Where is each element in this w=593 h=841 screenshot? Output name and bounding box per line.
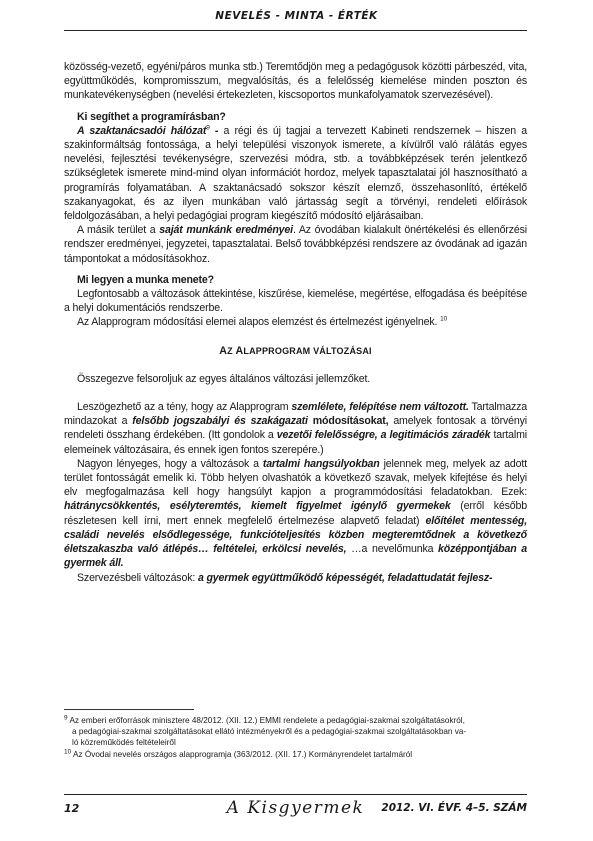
paragraph-sajat-munka: A másik terület a saját munkánk eredményei. Az óvodában kialakult önértékelési és ellenőrzési rendszer eredményei, jegyzetei, tapasztalatai. Belső továbbképzési rendszere az óvodának ad igazán támpontokat a módosításokhoz.: [64, 224, 528, 265]
heading-munka-menete: Mi legyen a munka menete?: [77, 273, 214, 286]
page-number: 12: [64, 802, 80, 815]
footnotes: [64, 715, 527, 760]
footnote-rule: [64, 709, 194, 710]
intro-paragraph: közösség-vezető, egyéni/páros munka stb.) Teremtődjön meg a pedagógusok közötti párbeszéd, vita, együttműködés, kompromisszum, megvalósítás, és a felelősség kiemelése minden poszton és munkatevékenységben (nevelési értekezleten, kiscsoportos munkafolyamatok szervezésével).: [64, 61, 527, 102]
article-body: [64, 60, 527, 585]
header-rule: [64, 30, 527, 31]
paragraph-szervezesbeli: Szervezésbeli változások: a gyermek együttműködő képességét, feladattudatát fejlesz-: [77, 571, 493, 584]
paragraph-tartalmi-hangsulyok: Nagyon lényeges, hogy a változások a tartalmi hangsúlyokban jelennek meg, melyek az adott terület fontosságát emelik ki. Több helyen olvashatók a következő szavak, melyek kifejtése és helyi elv megfogalmazása kell hogy hangsúlyt kapjon a programmódosítási feladatokban. Ezek: hátránycsökkentés, esélyteremtés, kiemelt figyelmet igénylő gyermekek (erről később részletesen kell írni, mert ennek megfelelő értelmezése alapvető feladat) előítélet mentesség, családi nevelés elsődlegessége, funkcióteljesítés közben megteremtődnek a következő életszakaszba való átlépés… feltételei, erkölcsi nevelés, …a nevelőmunka középpontjában a gyermek áll.: [64, 457, 527, 570]
paragraph-leszogezheto: Leszögezhető az a tény, hogy az Alapprogram szemlélete, felépítése nem változott. Tartalmazza mindazokat a felsőbb jogszabályi és szakágazati módosításokat, amelyek fontosak a törvényi rendeleti összhang érdekében. (Itt gondolok a vezetői felelősségre, a legitimációs záradék tartalmi elemeinek változásaira, és ennek igen fontos szerepére.): [64, 401, 527, 456]
footnote-9-line2: a pedagógiai-szakmai szolgáltatásokat ellátó intézményekről és a pedagógiai-szakmai szolgáltatásokban va-: [72, 727, 467, 737]
paragraph-osszegezve: Összegezve felsoroljuk az egyes általános változási jellemzőket.: [77, 372, 371, 385]
running-header: NEVELÉS - MINTA - ÉRTÉK: [215, 10, 378, 22]
paragraph-legfontosabb: Legfontosabb a változások áttekintése, kiszűrése, kiemelése, megértése, elfogadása és beépítése a helyi dokumentációs rendszerbe.: [64, 288, 527, 315]
section-title-valtozasai: AZ ALAPPROGRAM VÁLTOZÁSAI: [219, 344, 372, 357]
footnote-9: $^9$ Az emberi erőforrások minisztere 48/2012. (XII. 12.) EMMI rendelete a pedagógiai-szakmai szolgáltatásokról,: [64, 714, 465, 725]
page-footer: [64, 800, 527, 820]
footer-rule: [64, 794, 527, 795]
footnote-10: $^{10}$ Az Óvodai nevelés országos alapprogramja (363/2012. (XII. 17.) Kormányrendelet tartalmáról: [64, 747, 413, 759]
footnote-9-line3: ló közreműködés feltételeiről: [72, 738, 176, 748]
issue-info: 2012. VI. ÉVF. 4–5. SZÁM: [381, 802, 527, 814]
paragraph-szaktanacsado: A szaktanácsadói hálózat$^9$ - a régi és új tagjai a tervezett Kabineti rendszernek – hiszen a szakinformáltság fontossága, a helyi települési viszonyok ismerete, a kívülről való rálátás egyes nevelési, fejlesztési tevékenységre, szervezési módra, stb. a továbbképzések terén jelentkező szükségletek ismerete mind-mind olyan információt hordoz, melyek tapasztalatai jól hasznosítható a programírás folyamatában. A szaktanácsadó sokszor készít elemző, összehasonlító, értékelő szakanyagokat, és az ilyen munkában való jártasság segít a törvényi, rendeleti előírások feldolgozásában, a helyi pedagógiai program kiegészítő módosító eljárásaiban.: [64, 124, 527, 223]
heading-ki-segithet: Ki segíthet a programírásban?: [77, 110, 226, 123]
paragraph-modositasi-elemek: Az Alapprogram módosítási elemei alapos elemzést és értelmezést igényelnek. $^{10}$: [77, 315, 448, 329]
journal-title: A Kisgyermek: [226, 798, 365, 818]
